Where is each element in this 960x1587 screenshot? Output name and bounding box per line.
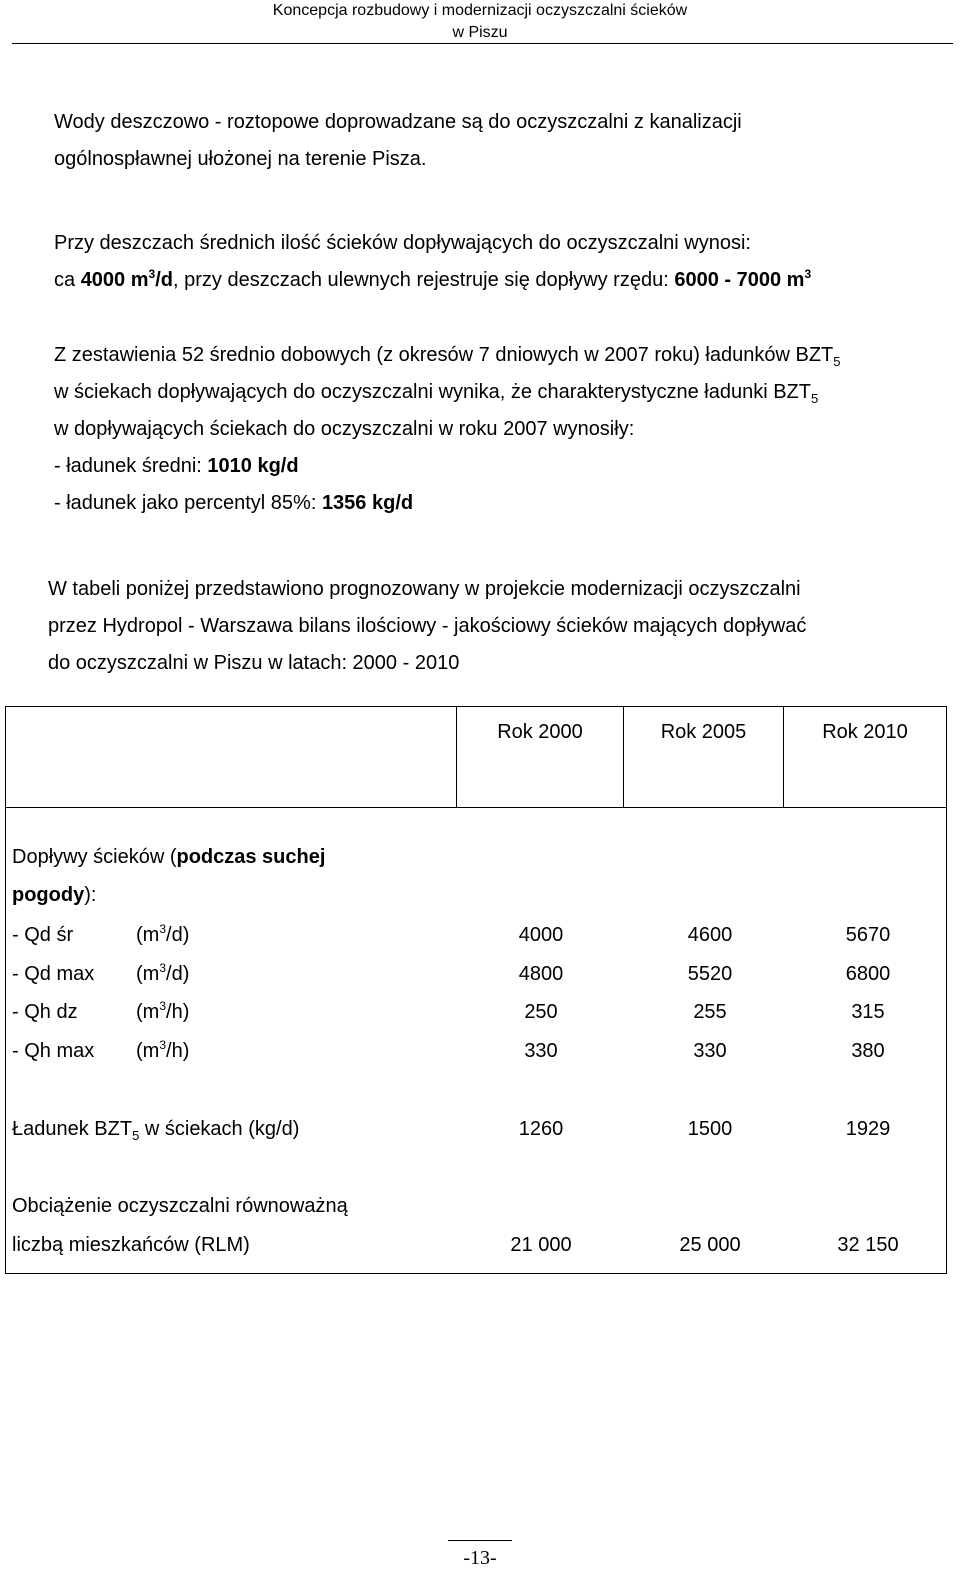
inflow-average (81, 269, 173, 291)
text-span: - ładunek średni: (54, 455, 208, 477)
row-label: - Qd max (12, 963, 95, 985)
paragraph-line: przez Hydropol - Warszawa bilans ilościowy - jakościowy ścieków mających dopływać (48, 615, 807, 637)
column-header-label: Rok 2005 (660, 720, 747, 743)
row-unit (136, 963, 189, 986)
balance-table (5, 706, 947, 1274)
table-body (6, 808, 946, 1273)
paragraph-storm-water (54, 104, 742, 178)
text-span: /h) (166, 1001, 190, 1023)
row-label: - Qh dz (12, 1001, 78, 1023)
paragraph-inflow-rates (54, 225, 811, 299)
paragraph-line (54, 337, 841, 374)
paragraph-bzt-loads (54, 337, 841, 522)
cell-value: 330 (693, 1040, 727, 1062)
page-number: -13- (463, 1547, 497, 1569)
table-corner-cell (6, 707, 457, 808)
column-header (457, 707, 624, 808)
paragraph-line (54, 485, 841, 522)
table-body-cell (6, 808, 947, 1274)
column-header-label: Rok 2010 (822, 720, 908, 743)
header-rule (12, 43, 953, 44)
cell-value: 25 000 (679, 1234, 741, 1256)
header-title: Koncepcja rozbudowy i modernizacji oczyszczalni ścieków (272, 2, 688, 19)
row-label (12, 1118, 299, 1141)
paragraph-line: w dopływających ściekach do oczyszczalni w roku 2007 wynosiły: (54, 418, 635, 440)
load-average-value: 1010 kg/d (207, 455, 299, 477)
paragraph-line (54, 374, 841, 411)
table-body-row (6, 808, 947, 1274)
paragraph-line: Przy deszczach średnich ilość ścieków dopływających do oczyszczalni wynosi: (54, 232, 751, 254)
cell-value: 1929 (845, 1118, 891, 1140)
superscript: 3 (159, 1038, 167, 1052)
row-label: liczbą mieszkańców (RLM) (12, 1234, 250, 1256)
row-label: Obciążenie oczyszczalni równoważną (12, 1195, 348, 1217)
cell-value: 250 (524, 1001, 558, 1023)
text-span: /d) (166, 963, 190, 985)
cell-value: 4600 (687, 924, 733, 946)
superscript: 3 (148, 267, 156, 281)
text-span: /h) (166, 1040, 190, 1062)
cell-value: 4000 (518, 924, 564, 946)
superscript: 3 (159, 999, 167, 1013)
paragraph-line: do oczyszczalni w Piszu w latach: 2000 - 2010 (48, 652, 460, 674)
cell-value: 315 (851, 1001, 885, 1023)
text-span: /d (155, 269, 173, 291)
row-label: - Qd śr (12, 924, 74, 946)
cell-value: 5520 (687, 963, 733, 985)
cell-value: 4800 (518, 963, 564, 985)
inflow-storm (674, 269, 811, 291)
dry-weather-bold: podczas suchej (176, 846, 326, 868)
cell-value: 5670 (845, 924, 891, 946)
text-span: (m (136, 1040, 160, 1062)
text-span: 4000 m (80, 269, 149, 291)
text-span: (m (136, 924, 160, 946)
paragraph-line: ogólnospławnej ułożonej na terenie Pisza. (54, 148, 427, 170)
cell-value: 6800 (845, 963, 891, 985)
cell-value: 21 000 (510, 1234, 572, 1256)
row-unit (136, 1001, 189, 1024)
text-span: - ładunek jako percentyl 85%: (54, 492, 322, 514)
text-span: w ściekach dopływających do oczyszczalni wynika, że charakterystyczne ładunki BZT (54, 381, 811, 403)
cell-value: 1500 (687, 1118, 733, 1140)
dry-weather-bold: pogody (12, 884, 85, 906)
cell-value: 330 (524, 1040, 558, 1062)
paragraph-line (54, 448, 841, 485)
cell-value: 1260 (518, 1118, 564, 1140)
cell-value: 380 (851, 1040, 885, 1062)
load-percentile-value: 1356 kg/d (321, 492, 414, 514)
column-header (784, 707, 947, 808)
row-unit (136, 1040, 189, 1063)
text-span: (m (136, 963, 160, 985)
superscript: 3 (159, 922, 167, 936)
text-span: (m (136, 1001, 160, 1023)
paragraph-line: Wody deszczowo - roztopowe doprowadzane są do oczyszczalni z kanalizacji (54, 111, 742, 133)
table-header-row (6, 707, 947, 808)
text-span: Ładunek BZT (12, 1118, 133, 1140)
text-span: ): (84, 884, 97, 906)
text-span: ca (54, 269, 81, 291)
subscript: 5 (810, 391, 819, 406)
column-header-label: Rok 2000 (497, 720, 583, 743)
paragraph-line (54, 262, 811, 299)
column-header (624, 707, 784, 808)
superscript: 3 (804, 267, 812, 281)
header-location: w Piszu (452, 24, 508, 41)
text-span: Dopływy ścieków ( (12, 846, 177, 868)
text-span: w ściekach (kg/d) (139, 1118, 300, 1140)
cell-value: 32 150 (837, 1234, 899, 1256)
row-label (12, 846, 325, 869)
footer-rule (448, 1540, 512, 1541)
cell-value: 255 (693, 1001, 727, 1023)
text-span: Z zestawienia 52 średnio dobowych (z okresów 7 dniowych w 2007 roku) ładunków BZT (54, 344, 834, 366)
subscript: 5 (132, 1128, 140, 1143)
row-unit (136, 924, 189, 947)
paragraph-line: W tabeli poniżej przedstawiono prognozowany w projekcie modernizacji oczyszczalni (48, 578, 801, 600)
text-span: 6000 - 7000 m (674, 269, 805, 291)
text-span: /d) (166, 924, 190, 946)
superscript: 3 (159, 961, 167, 975)
text-span: , przy deszczach ulewnych rejestruje się dopływy rzędu: (173, 269, 675, 291)
row-label: - Qh max (12, 1040, 95, 1062)
running-header (0, 0, 960, 44)
row-label (12, 884, 96, 907)
paragraph-table-intro (48, 571, 806, 682)
subscript: 5 (833, 354, 841, 369)
